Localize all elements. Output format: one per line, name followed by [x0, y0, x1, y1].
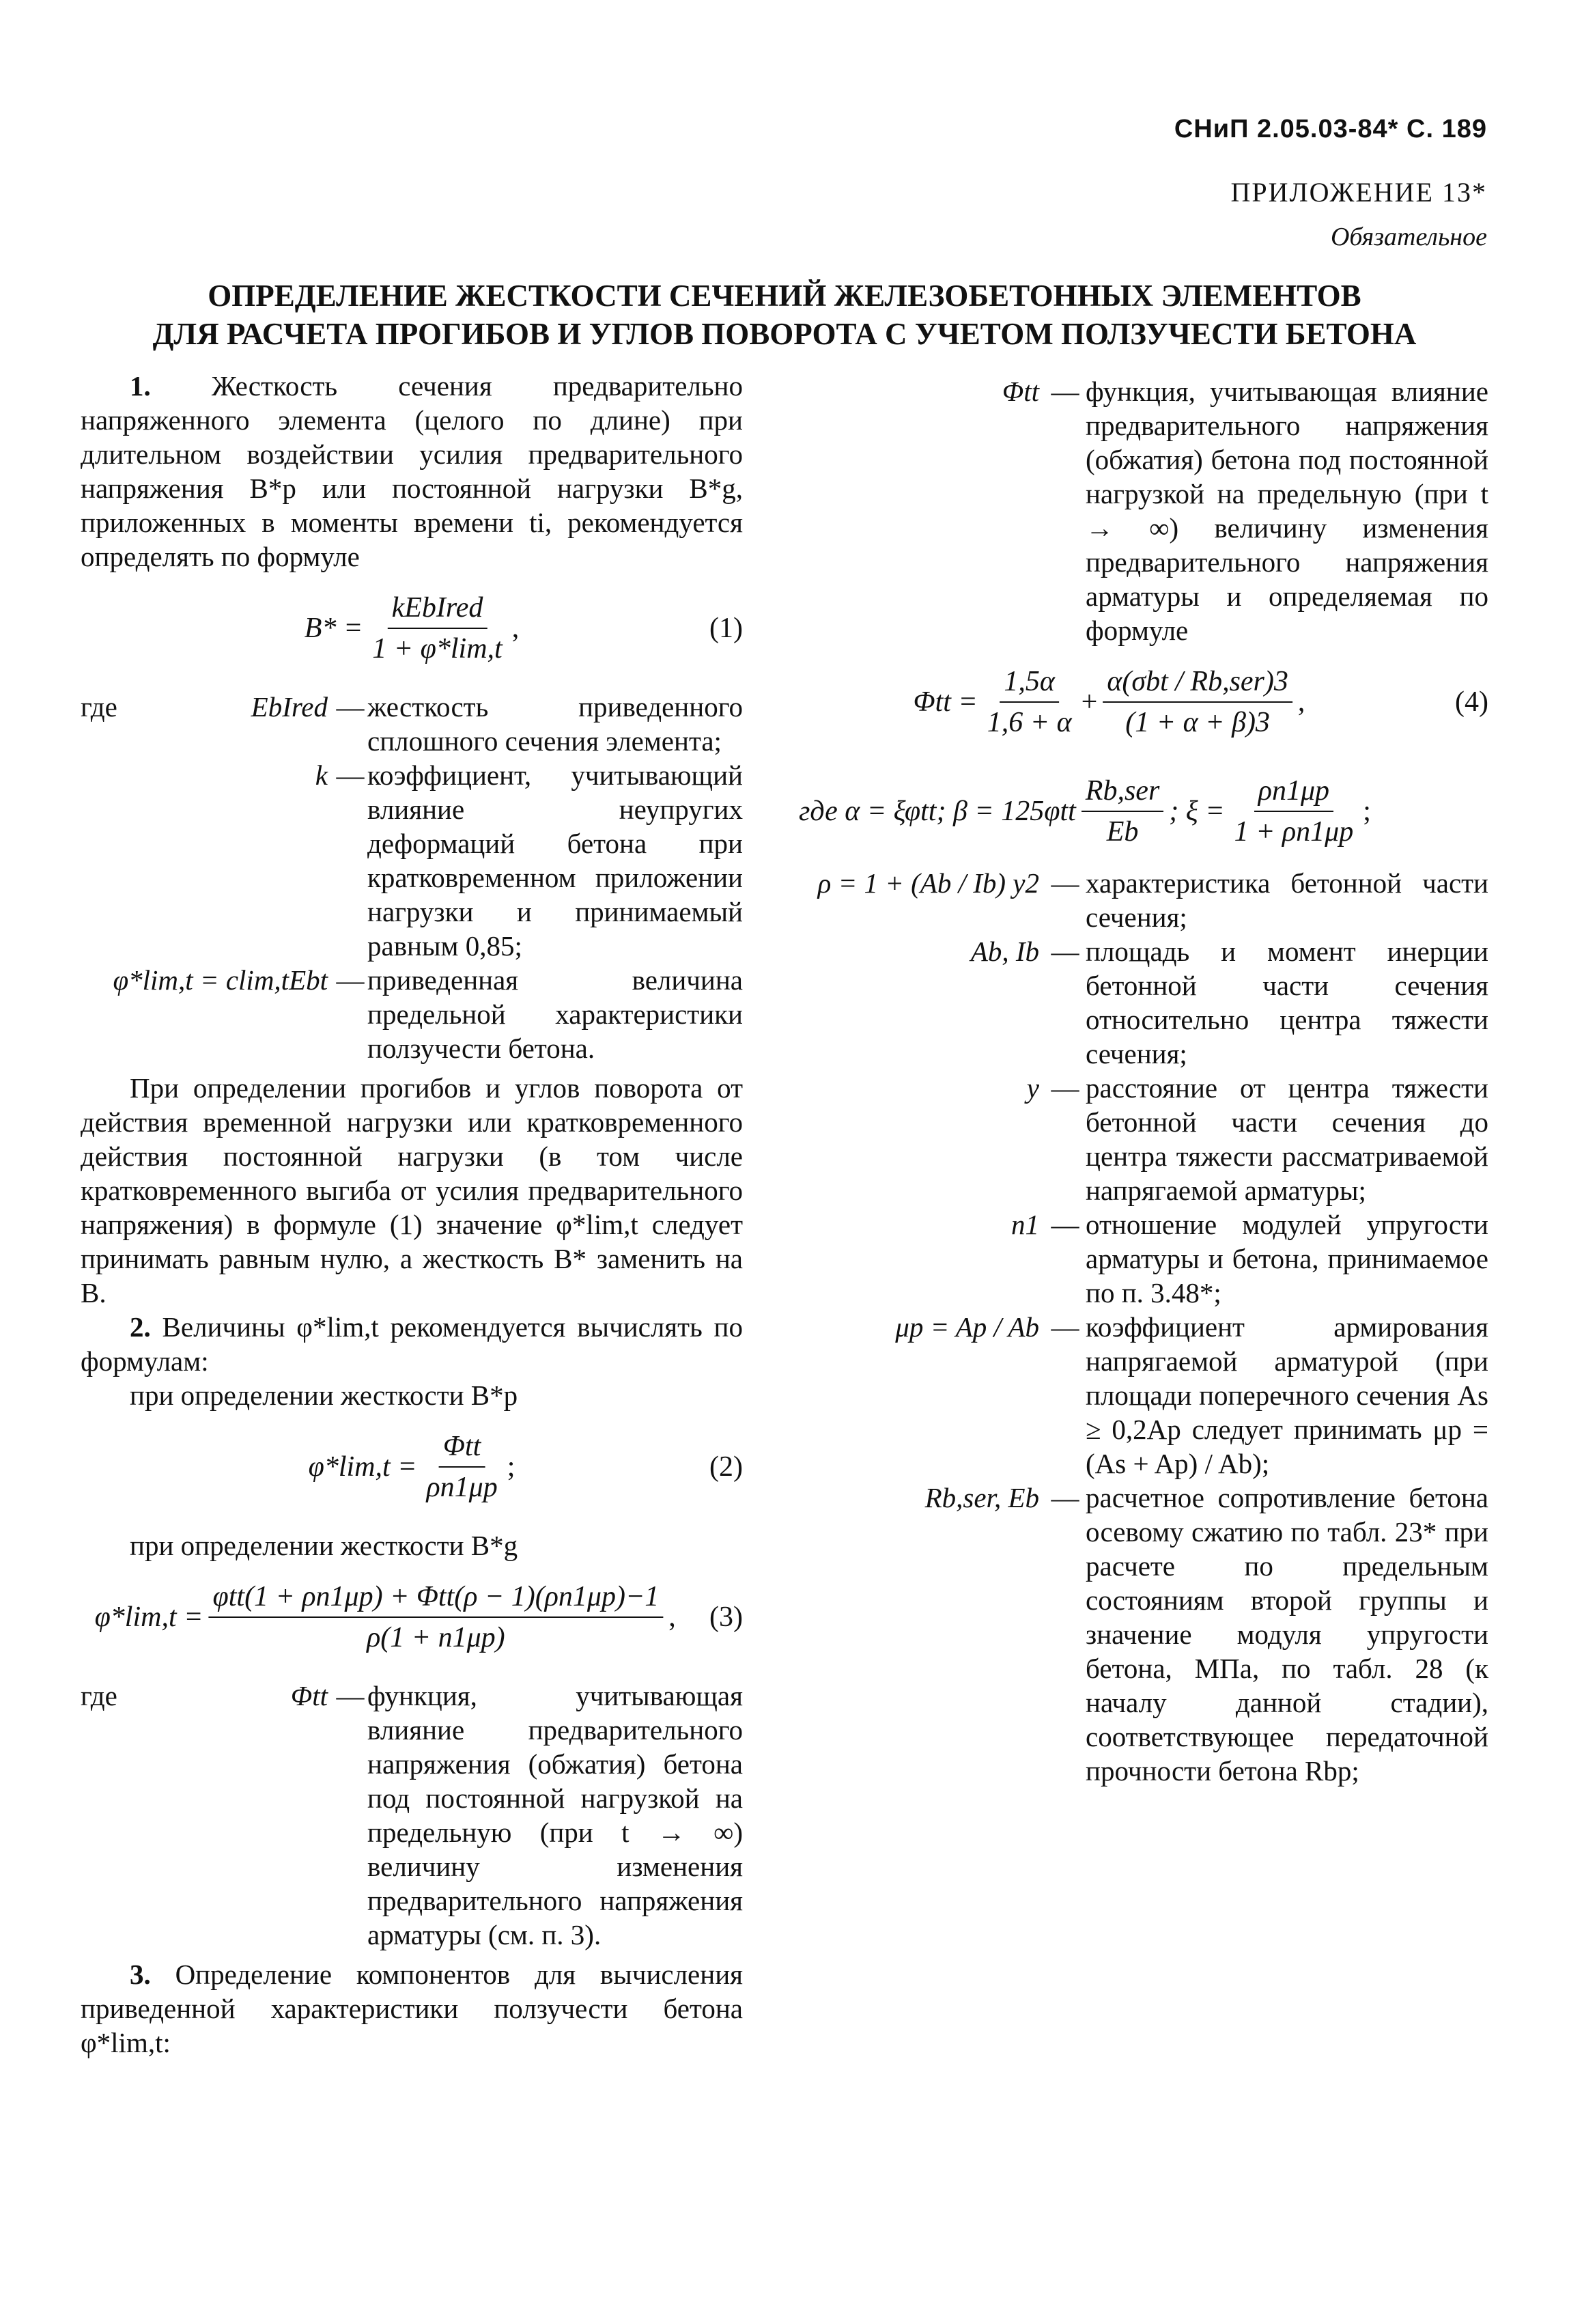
- title-line-2: ДЛЯ РАСЧЕТА ПРОГИБОВ И УГЛОВ ПОВОРОТА С УЧЕТОМ ПОЛЗУЧЕСТИ БЕТОНА: [152, 317, 1417, 351]
- page-title: [75, 277, 1494, 353]
- paragraph-4: при определении жесткости B*p: [130, 1380, 518, 1411]
- right-column: [799, 369, 1488, 1793]
- where-formula: [799, 764, 1488, 859]
- formula-lhs: φ*lim,t =: [94, 1601, 203, 1633]
- paragraph-3: [81, 1310, 743, 1378]
- def-text: жесткость приведенного сплошного сечения элемента;: [367, 691, 743, 757]
- def-text: коэффициент армирования напрягаемой арматурой (при площади поперечного сечения As ≥ 0,2Ap следует принимать μp = (As + Ap) / Ab);: [1086, 1311, 1488, 1479]
- formula-punct: ,: [668, 1601, 676, 1633]
- formula-denominator: Eb: [1106, 816, 1139, 848]
- def-text: приведенная величина предельной характеристики ползучести бетона.: [367, 964, 743, 1064]
- formula-lhs: Φtt =: [913, 686, 978, 718]
- def-text: расчетное сопротивление бетона осевому сжатию по табл. 23* при расчете по предельным состояниям второй группы и значение модуля упругости бетона, МПа, по табл. 28 (к началу данной стадии), соответствующее передаточной прочности бетона Rbp;: [1086, 1482, 1488, 1787]
- paragraph-text: Величины φ*lim,t рекомендуется вычислять по формулам:: [81, 1311, 743, 1377]
- formula-lhs: B* =: [304, 613, 363, 644]
- def-symbol: Φtt: [1002, 376, 1039, 407]
- paragraph-6: [81, 1957, 743, 2060]
- def-dash: —: [336, 964, 365, 996]
- def-text: площадь и момент инерции бетонной части сечения относительно центра тяжести сечения;: [1086, 936, 1488, 1069]
- definitions-3: [799, 374, 1488, 647]
- formula-number: (3): [709, 1601, 743, 1633]
- def-symbol: φ*lim,t = clim,tEbt: [113, 964, 328, 996]
- formula-punct: ;: [1363, 796, 1371, 827]
- formula-numerator: ρn1μp: [1254, 774, 1333, 812]
- where-label: где: [81, 1680, 117, 1711]
- def-dash: —: [336, 1680, 365, 1711]
- paragraph-text: Определение компонентов для вычисления приведенной характеристики ползучести бетона φ*lim,t:: [81, 1959, 743, 2058]
- appendix-label: ПРИЛОЖЕНИЕ 13*: [1230, 177, 1487, 208]
- def-symbol: Ab, Ib: [970, 936, 1039, 967]
- def-symbol: n1: [1011, 1209, 1039, 1240]
- formula-denominator: 1,6 + α: [987, 707, 1072, 738]
- title-line-1: ОПРЕДЕЛЕНИЕ ЖЕСТКОСТИ СЕЧЕНИЙ ЖЕЛЕЗОБЕТОННЫХ ЭЛЕМЕНТОВ: [208, 279, 1361, 313]
- def-symbol: Rb,ser, Eb: [924, 1482, 1039, 1513]
- formula-punct: ;: [507, 1451, 515, 1483]
- formula-punct: ,: [1297, 686, 1305, 718]
- def-dash: —: [1051, 936, 1079, 967]
- def-dash: —: [1051, 1072, 1079, 1104]
- def-symbol: Φtt: [291, 1680, 328, 1711]
- def-text: коэффициент, учитывающий влияние неупругих деформаций бетона при кратковременном приложении нагрузки и принимаемый равным 0,85;: [367, 759, 743, 962]
- def-dash: —: [336, 759, 365, 791]
- formula-numerator: Φtt: [439, 1429, 485, 1468]
- def-dash: —: [1051, 1209, 1079, 1240]
- formula-denominator: (1 + α + β)3: [1125, 707, 1270, 738]
- formula-numerator: α(σbt / Rb,ser)3: [1103, 664, 1292, 703]
- formula-denominator: 1 + ρn1μp: [1234, 816, 1354, 848]
- def-symbol: μp = Ap / Ab: [895, 1311, 1039, 1343]
- document-reference: СНиП 2.05.03-84* С. 189: [1174, 115, 1487, 143]
- item-number: 3.: [130, 1959, 151, 1990]
- appendix-status: Обязательное: [1330, 223, 1487, 251]
- definitions-2: [81, 1679, 743, 1952]
- formula-denominator: ρn1μp: [426, 1472, 498, 1503]
- formula-denominator: ρ(1 + n1μp): [367, 1622, 505, 1653]
- left-column: [81, 369, 743, 2060]
- formula-number: (2): [709, 1451, 743, 1483]
- definitions-4: [799, 866, 1488, 1788]
- formula-numerator: 1,5α: [1000, 664, 1059, 703]
- def-dash: —: [1051, 867, 1079, 899]
- formula-denominator: 1 + φ*lim,t: [372, 633, 503, 664]
- formula-number: (4): [1455, 686, 1488, 718]
- where-label: где: [81, 691, 117, 723]
- def-text: расстояние от центра тяжести бетонной части сечения до центра тяжести рассматриваемой напрягаемой арматуры;: [1086, 1072, 1488, 1206]
- paragraph-1: [81, 369, 743, 574]
- def-symbol: EbIred: [251, 691, 328, 723]
- item-number: 1.: [130, 370, 151, 402]
- def-symbol: ρ = 1 + (Ab / Ib) y2: [817, 867, 1039, 899]
- def-dash: —: [336, 691, 365, 723]
- formula-2: [81, 1419, 743, 1522]
- formula-number: (1): [709, 613, 743, 644]
- where-part: где α = ξφtt; β = 125φtt: [799, 796, 1076, 827]
- paragraph-text: Жесткость сечения предварительно напряженного элемента (целого по длине) при длительном воздействии усилия предварительного напряжения B*p или постоянной нагрузки B*g, приложенных в моменты времени ti, рекомендуется определять по формуле: [81, 370, 743, 572]
- def-text: отношение модулей упругости арматуры и бетона, принимаемое по п. 3.48*;: [1086, 1209, 1488, 1308]
- def-dash: —: [1051, 376, 1079, 407]
- formula-numerator: kEbIred: [388, 591, 487, 629]
- where-part: ; ξ =: [1169, 796, 1225, 827]
- item-number: 2.: [130, 1311, 151, 1343]
- formula-lhs: φ*lim,t =: [308, 1451, 417, 1483]
- paragraph-5: при определении жесткости B*g: [130, 1530, 518, 1561]
- def-text: характеристика бетонной части сечения;: [1086, 867, 1488, 933]
- def-text: функция, учитывающая влияние предварительного напряжения (обжатия) бетона под постоянной нагрузкой на предельную (при t → ∞) величину изменения предварительного напряжения арматуры и определяемая по формуле: [1086, 376, 1488, 646]
- formula-operator: +: [1081, 686, 1098, 718]
- def-dash: —: [1051, 1311, 1079, 1343]
- def-text: функция, учитывающая влияние предварительного напряжения (обжатия) бетона под постоянной нагрузкой на предельную (при t → ∞) величину изменения предварительного напряжения арматуры (см. п. 3).: [367, 1680, 743, 1950]
- formula-numerator: Rb,ser: [1082, 774, 1164, 812]
- formula-punct: ,: [511, 613, 520, 644]
- formula-numerator: φtt(1 + ρn1μp) + Φtt(ρ − 1)(ρn1μp)−1: [208, 1580, 663, 1618]
- formula-1: [81, 580, 743, 683]
- definitions-1: [81, 690, 743, 1065]
- paragraph-2: При определении прогибов и углов поворота от действия временной нагрузки или кратковременного действия постоянной нагрузки (в том числе кратковременного выгиба от усилия предварительного напряжения) в формуле (1) значение φ*lim,t следует принимать равным нулю, а жесткость B* заменить на B.: [81, 1072, 743, 1308]
- formula-4: [799, 654, 1488, 757]
- def-symbol: k: [315, 759, 328, 791]
- def-symbol: y: [1026, 1072, 1039, 1104]
- formula-3: [81, 1569, 743, 1672]
- def-dash: —: [1051, 1482, 1079, 1513]
